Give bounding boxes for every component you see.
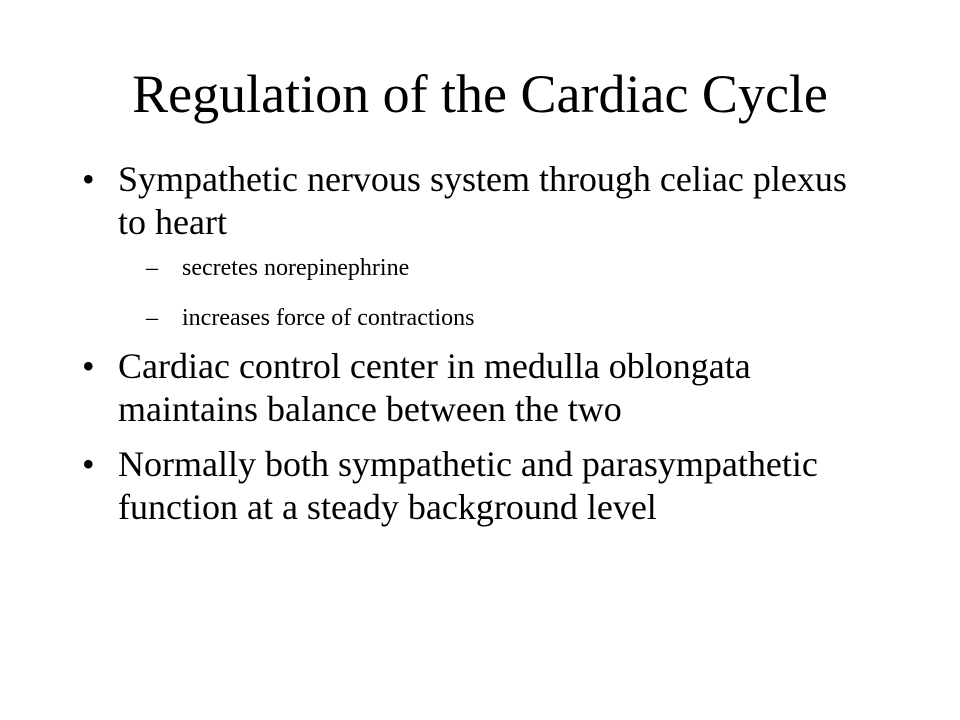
- sub-bullet-marker: –: [146, 305, 158, 331]
- bullet-text: Normally both sympathetic and parasympathetic function at a steady background level: [118, 444, 818, 527]
- sub-bullet-item: [146, 253, 882, 283]
- bullet-marker: •: [82, 346, 95, 386]
- sub-bullet-marker: –: [146, 255, 158, 281]
- bullet-text: Cardiac control center in medulla oblongata maintains balance between the two: [118, 346, 751, 429]
- sub-bullet-list: [118, 253, 882, 333]
- sub-bullet-item: [146, 303, 882, 333]
- bullet-text: Sympathetic nervous system through celiac plexus to heart: [118, 159, 847, 242]
- bullet-item: [82, 158, 882, 333]
- bullet-list: [82, 158, 882, 541]
- bullet-item: [82, 345, 882, 431]
- bullet-item: [82, 443, 882, 529]
- bullet-marker: •: [82, 444, 95, 484]
- slide-title: Regulation of the Cardiac Cycle: [132, 64, 828, 124]
- sub-bullet-text: increases force of contractions: [182, 305, 475, 331]
- sub-bullet-text: secretes norepinephrine: [182, 255, 410, 281]
- bullet-marker: •: [82, 159, 95, 199]
